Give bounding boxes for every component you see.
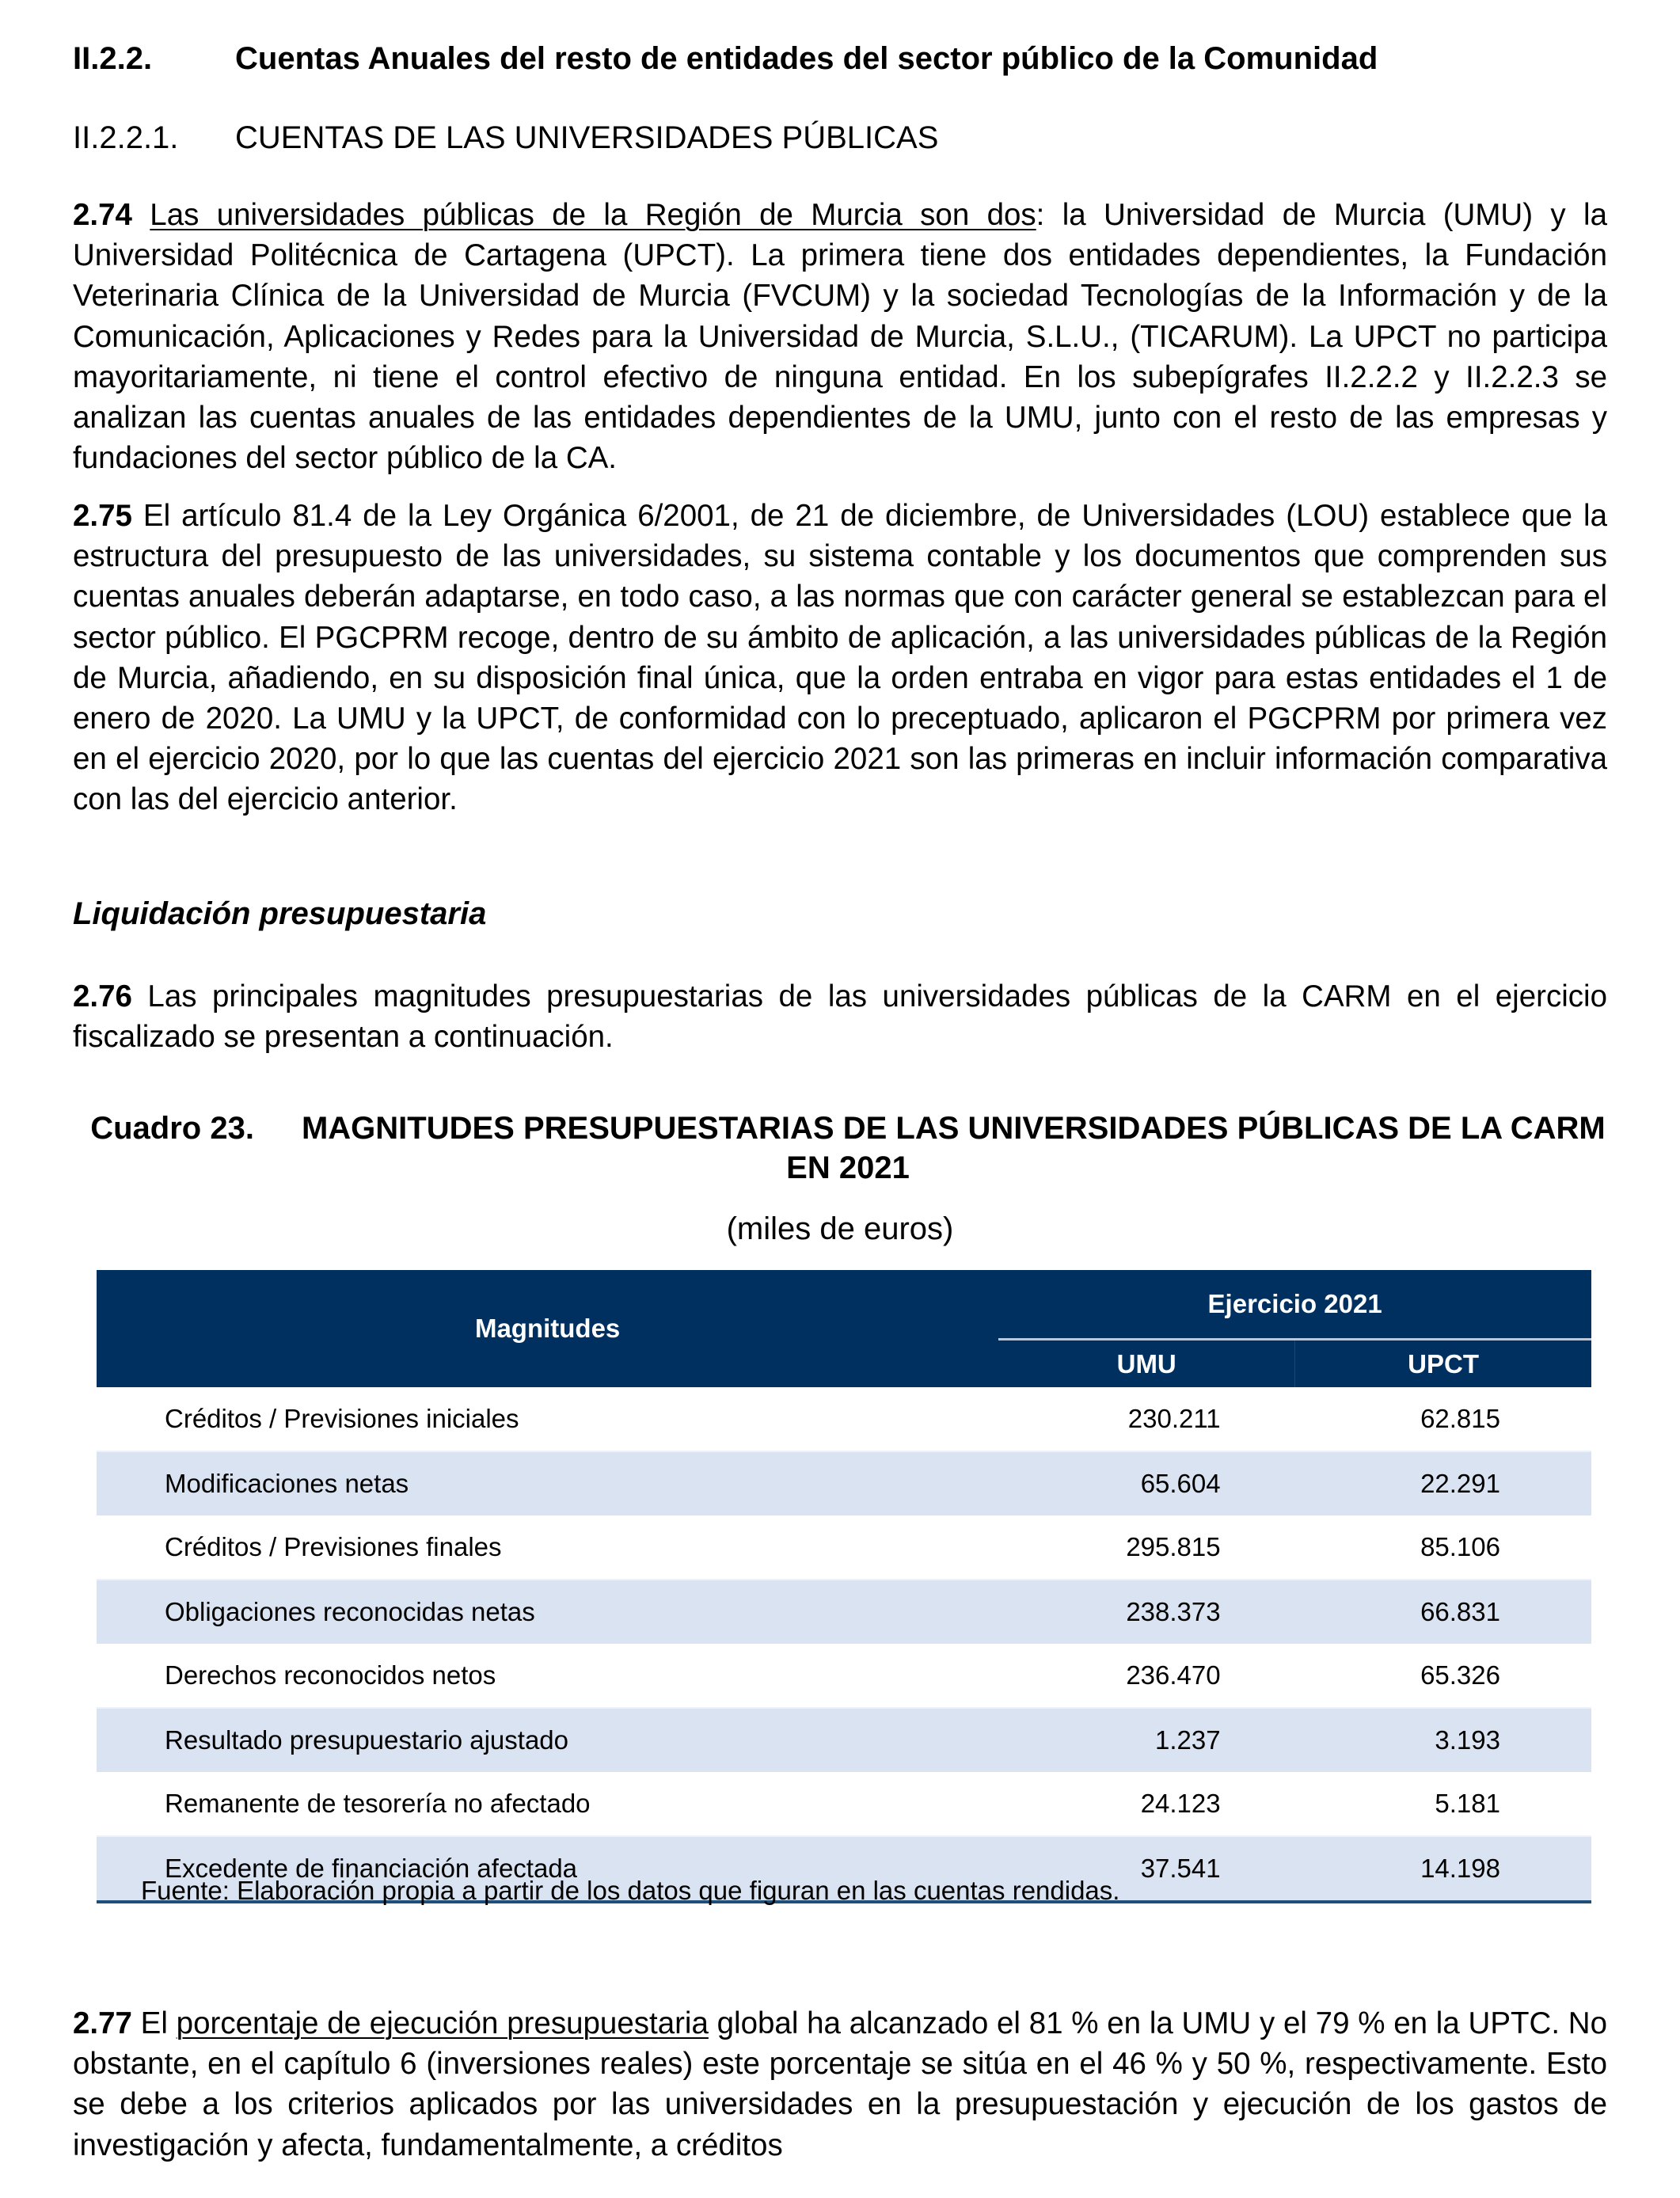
paragraph-text: El artículo 81.4 de la Ley Orgánica 6/2001, de 21 de diciembre, de Universidades (LOU) establece que la estructura del presupuesto de las universidades, su sistema contable y los documentos que comprenden sus cuentas anuales deberán adaptarse, en todo caso, a las normas que con carácter general se establezcan para el sector público. El PGCPRM recoge, dentro de su ámbito de aplicación, a las universidades públicas de la Región de Murcia, añadiendo, en su disposición final única, que la orden entraba en vigor para estas entidades el 1 de enero de 2020. La UMU y la UPCT, de conformidad con lo preceptuado, aplicaron el PGCPRM por primera vez en el ejercicio 2020, por lo que las cuentas del ejercicio 2021 son las primeras en incluir información comparativa con las del ejercicio anterior. [73,499,1607,817]
table-row [97,1451,1591,1515]
table-units: (miles de euros) [726,1211,954,1246]
row-label: Resultado presupuestario ajustado [97,1708,998,1772]
table-row [97,1644,1591,1708]
section-title: Cuentas Anuales del resto de entidades del sector público de la Comunidad [235,41,1378,76]
section-number: II.2.2. [73,41,153,76]
table-row [97,1387,1591,1451]
header-magnitudes: Magnitudes [97,1270,998,1387]
row-upct-value: 22.291 [1295,1451,1591,1515]
subsection-title: CUENTAS DE LAS UNIVERSIDADES PÚBLICAS [235,120,939,155]
row-umu-value: 238.373 [998,1580,1294,1644]
table-caption [89,1109,1607,1188]
paragraph-text: : la Universidad de Murcia (UMU) y la Universidad Politécnica de Cartagena (UPCT). La primera tiene dos entidades dependientes, la Fundación Veterinaria Clínica de la Universidad de Murcia (FVCUM) y la sociedad Tecnologías de la Información y de la Comunicación, Aplicaciones y Redes para la Universidad de Murcia, S.L.U., (TICARUM). La UPCT no participa mayoritariamente, ni tiene el control efectivo de ninguna entidad. En los subepígrafes II.2.2.2 y II.2.2.3 se analizan las cuentas anuales de las entidades dependientes de la UMU, junto con el resto de las empresas y fundaciones del sector público de la CA. [73,198,1607,476]
row-label: Derechos reconocidos netos [165,1660,496,1690]
table-row [97,1772,1591,1836]
paragraph-number: 2.77 [73,2006,132,2040]
table-row [97,1708,1591,1772]
table-caption-number: Cuadro 23. [90,1111,254,1146]
paragraph-number: 2.76 [73,979,132,1013]
table-row [97,1515,1591,1580]
paragraph-2-74 [73,195,1607,478]
paragraph-2-75 [73,496,1607,820]
liquidacion-heading: Liquidación presupuestaria [73,896,487,931]
table-row [97,1580,1591,1644]
subsection-heading [73,119,938,157]
paragraph-2-77 [73,2003,1607,2166]
table-caption-title: MAGNITUDES PRESUPUESTARIAS DE LAS UNIVERSIDADES PÚBLICAS DE LA CARM EN 2021 [301,1111,1606,1185]
row-upct-value: 14.198 [1295,1836,1591,1902]
header-upct: UPCT [1295,1340,1591,1388]
paragraph-number: 2.75 [73,499,132,533]
underlined-phrase: porcentaje de ejecución presupuestaria [176,2006,709,2040]
row-upct-value: 3.193 [1295,1708,1591,1772]
paragraph-text: Las principales magnitudes presupuestarias de las universidades públicas de la CARM en el ejercicio fiscalizado se presentan a continuación. [73,979,1607,1055]
header-umu: UMU [998,1340,1294,1388]
row-upct-value: 5.181 [1435,1789,1500,1818]
row-umu-value: 1.237 [998,1708,1294,1772]
row-upct-value: 65.326 [1420,1660,1500,1690]
budget-magnitudes-table [97,1270,1591,1903]
table-source-note: Fuente: Elaboración propia a partir de los datos que figuran en las cuentas rendidas. [141,1876,1120,1905]
row-upct-value: 62.815 [1420,1404,1500,1433]
row-label: Créditos / Previsiones finales [165,1532,502,1561]
row-upct-value: 85.106 [1420,1532,1500,1561]
row-upct-value: 66.831 [1295,1580,1591,1644]
row-label: Excedente de financiación afectada [97,1836,998,1902]
paragraph-text: global ha alcanzado el 81 % en la UMU y el 79 % en la UPTC. No obstante, en el capítulo 6 (inversiones reales) este porcentaje se sitúa en el 46 % y 50 %, respectivamente. Esto se debe a los criterios aplicados por las universidades en la presupuestación y ejecución de los gastos de investigación y afecta, fundamentalmente, a créditos [73,2006,1607,2162]
row-label: Obligaciones reconocidas netas [97,1580,998,1644]
row-umu-value: 24.123 [1140,1789,1221,1818]
row-umu-value: 295.815 [1126,1532,1221,1561]
row-umu-value: 236.470 [1126,1660,1221,1690]
row-label: Créditos / Previsiones iniciales [165,1404,519,1433]
underlined-phrase: Las universidades públicas de la Región de Murcia son dos [150,198,1036,232]
paragraph-number: 2.74 [73,198,132,232]
paragraph-2-76 [73,976,1607,1057]
section-heading [73,40,1378,78]
row-label: Remanente de tesorería no afectado [165,1789,591,1818]
row-umu-value: 37.541 [998,1836,1294,1902]
row-label: Modificaciones netas [97,1451,998,1515]
row-umu-value: 230.211 [1127,1404,1221,1433]
subsection-number: II.2.2.1. [73,120,179,155]
header-ejercicio: Ejercicio 2021 [998,1270,1591,1340]
paragraph-text-pre: El [131,2006,177,2040]
row-umu-value: 65.604 [998,1451,1294,1515]
